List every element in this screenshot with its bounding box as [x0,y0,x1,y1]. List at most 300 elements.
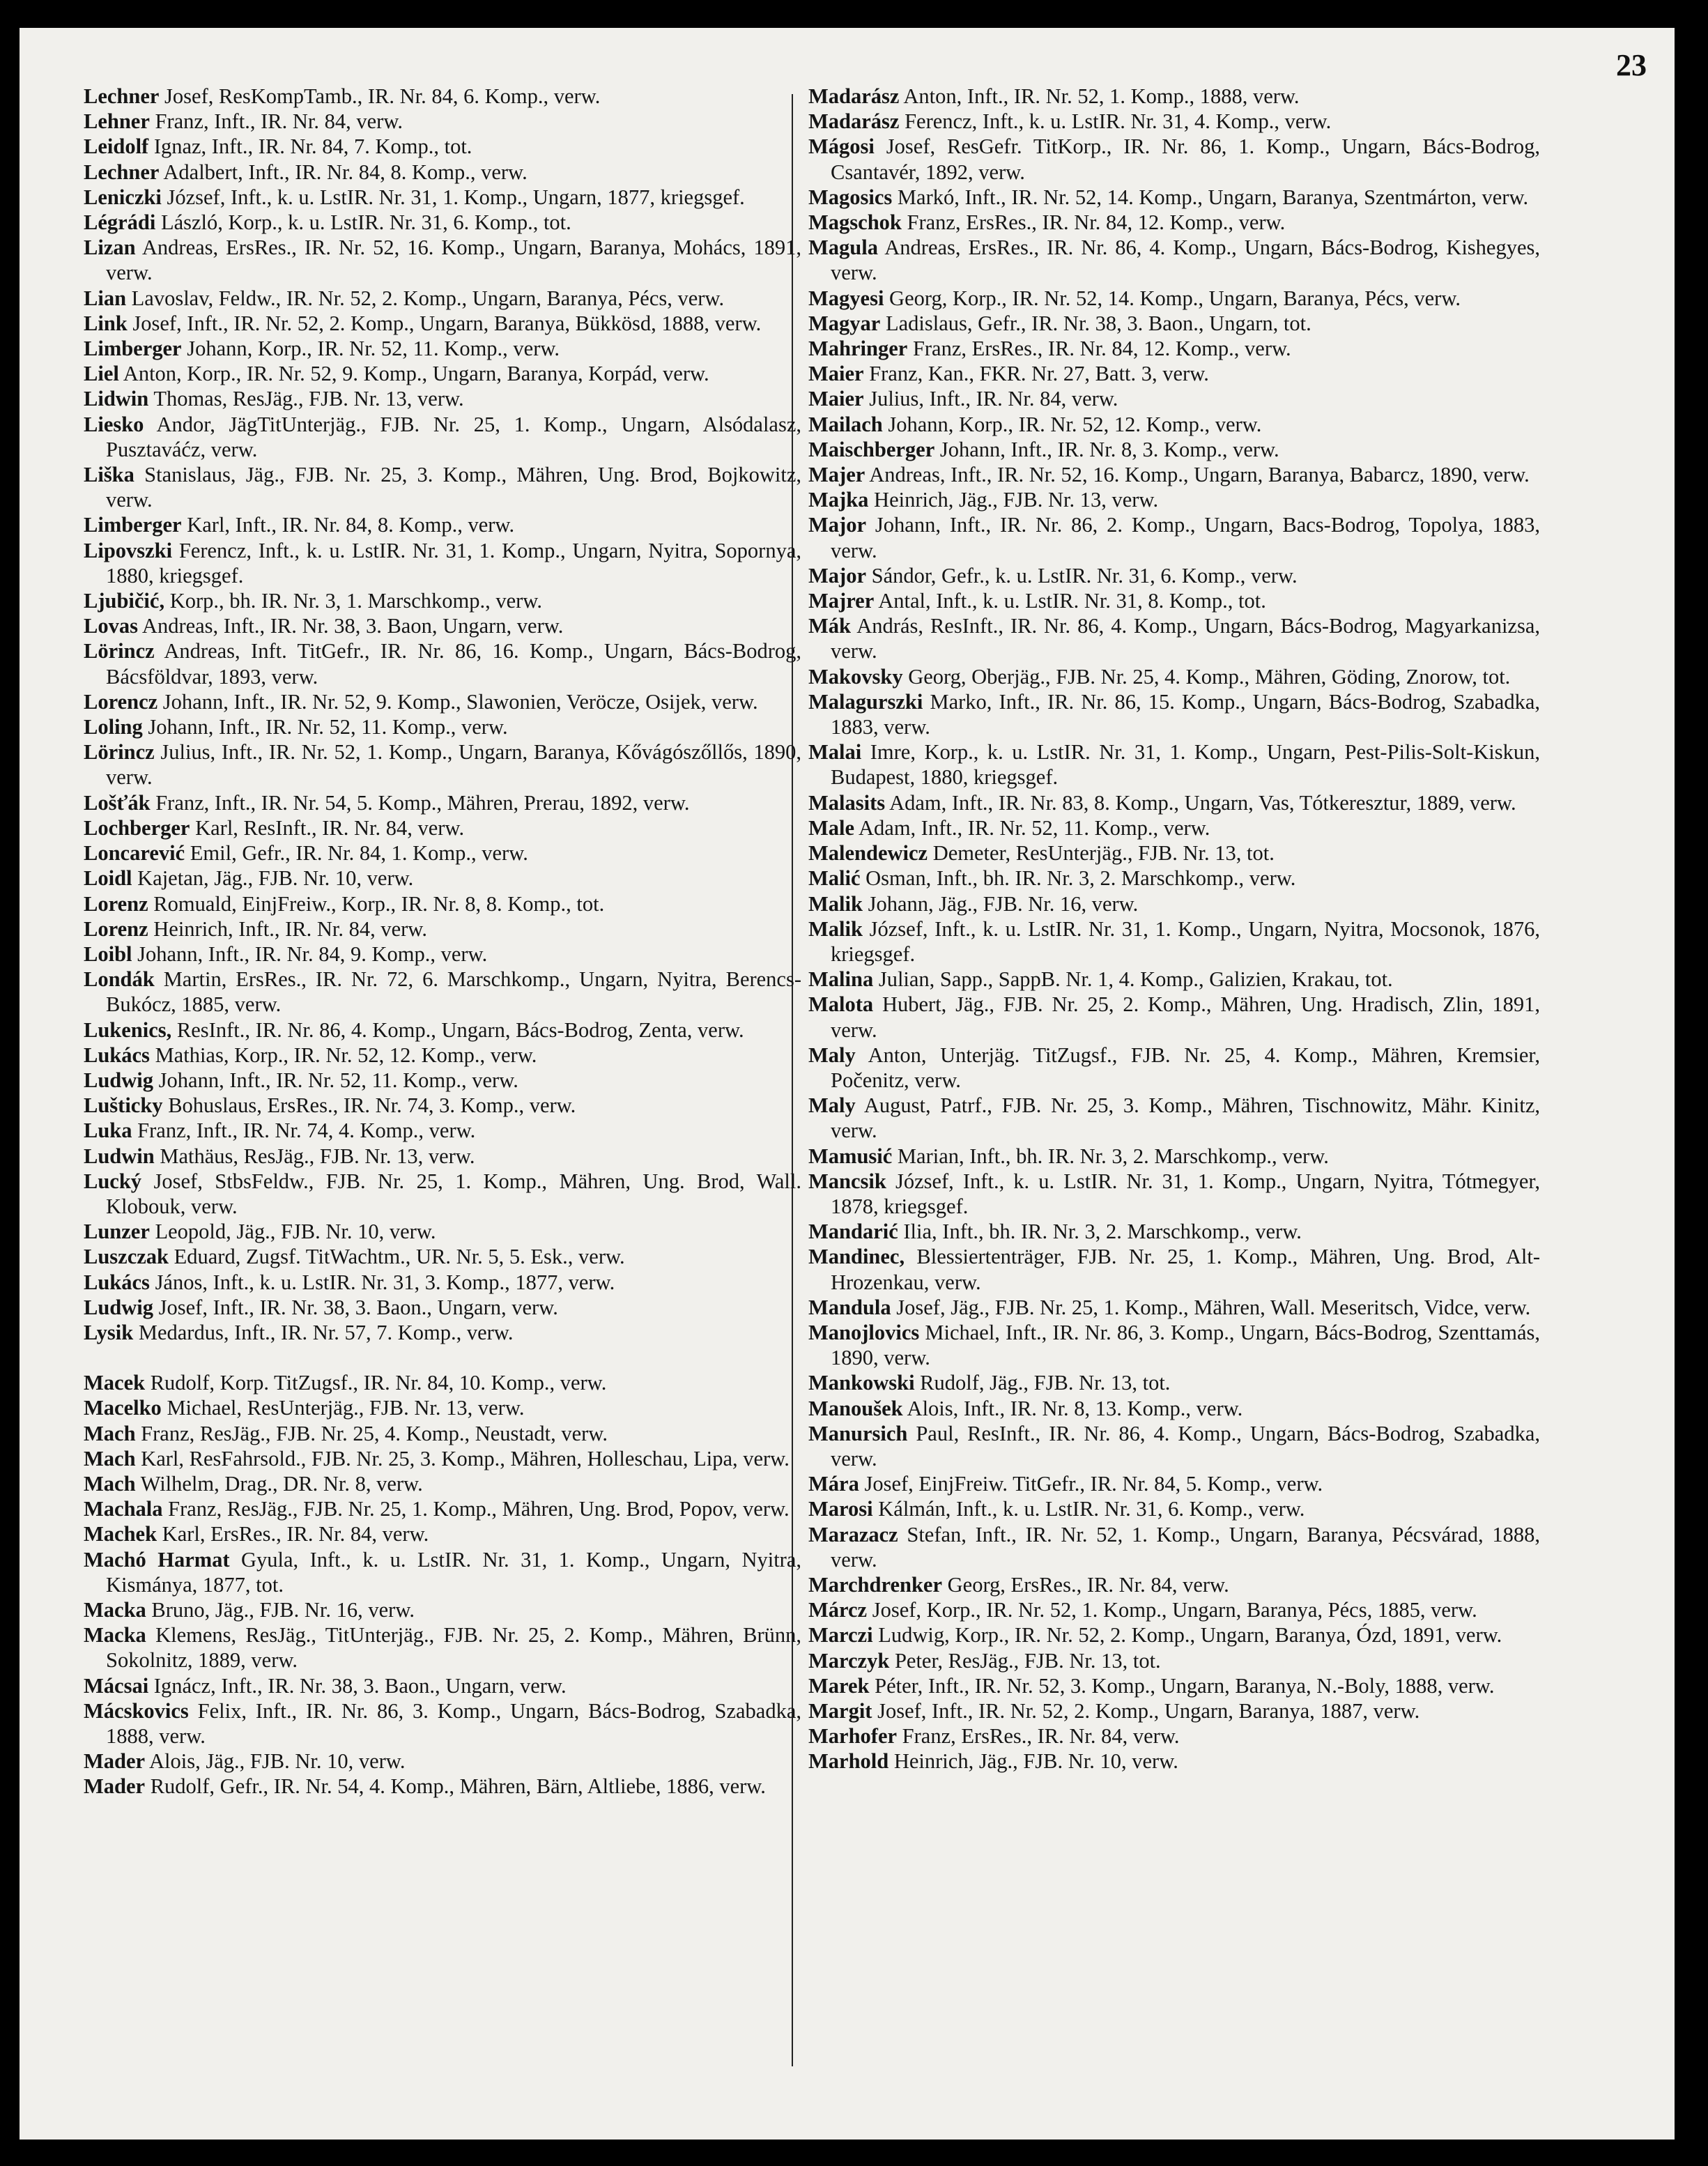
list-item [84,1597,801,1622]
entry-details: Johann, Jäg., FJB. Nr. 16, verw. [868,891,1139,916]
entry-surname: Limberger [84,513,182,537]
entry-surname: Lysik [84,1320,134,1344]
list-item [84,613,801,638]
list-item [808,1522,1540,1572]
entry-surname: Loling [84,715,143,739]
entry-surname: Malagurszki [808,689,923,714]
entry-surname: Marhold [808,1749,889,1774]
entry-surname: Lukács [84,1270,150,1294]
list-item [84,134,801,159]
entry-details: Markó, Inft., IR. Nr. 52, 14. Komp., Ungarn, Baranya, Szentmárton, verw. [897,185,1529,209]
list-item [808,1648,1540,1673]
entry-details: Karl, ErsRes., IR. Nr. 84, verw. [162,1522,429,1546]
entry-details: László, Korp., k. u. LstIR. Nr. 31, 6. Komp., tot. [160,210,571,235]
list-item [808,1093,1540,1143]
entry-surname: Mankowski [808,1371,915,1395]
entry-details: Johann, Inft., IR. Nr. 52, 11. Komp., verw. [158,1068,518,1092]
list-item [808,1370,1540,1395]
list-item [808,286,1540,311]
entry-details: Martin, ErsRes., IR. Nr. 72, 6. Marschkomp., Ungarn, Nyitra, Berencs-Bukócz, 1885, verw. [106,967,802,1017]
list-item [84,967,801,1017]
entry-details: Franz, ErsRes., IR. Nr. 84, 12. Komp., verw. [912,337,1291,361]
entry-surname: Malina [808,967,874,992]
section-gap [84,1345,801,1370]
list-item [84,1622,801,1673]
list-item [84,1521,801,1546]
list-item [808,689,1540,739]
entry-details: Anton, Korp., IR. Nr. 52, 9. Komp., Ungarn, Baranya, Korpád, verw. [123,362,709,386]
entry-surname: Luka [84,1119,132,1143]
entry-details: Johann, Korp., IR. Nr. 52, 11. Komp., verw. [187,337,560,361]
entry-details: Andreas, Inft., IR. Nr. 52, 16. Komp., Ungarn, Baranya, Babarcz, 1890, verw. [869,463,1530,487]
entry-details: Sándor, Gefr., k. u. LstIR. Nr. 31, 6. Komp., verw. [871,563,1298,587]
list-item [84,891,801,916]
entry-details: Blessiertenträger, FJB. Nr. 25, 1. Komp., Mähren, Ung. Brod, Alt-Hrozenkau, verw. [831,1245,1541,1294]
list-item [84,840,801,866]
entry-surname: Mach [84,1471,136,1496]
entry-surname: Limberger [84,337,182,361]
list-item [84,1295,801,1320]
entry-details: Franz, Inft., IR. Nr. 54, 5. Komp., Mähren, Prerau, 1892, verw. [155,790,690,815]
list-item [808,109,1540,134]
list-item [84,916,801,942]
entry-details: Josef, Korp., IR. Nr. 52, 1. Komp., Ungarn, Baranya, Pécs, 1885, verw. [872,1598,1477,1622]
entry-details: August, Patrf., FJB. Nr. 25, 3. Komp., Mähren, Tischnowitz, Mähr. Kinitz, verw. [831,1093,1540,1143]
entry-details: József, Inft., k. u. LstIR. Nr. 31, 1. Komp., Ungarn, Nyitra, Mocsonok, 1876, kriegsgef. [831,916,1541,966]
list-item [808,210,1540,235]
entry-details: Josef, Inft., IR. Nr. 52, 2. Komp., Ungarn, Baranya, 1887, verw. [877,1699,1420,1723]
entry-details: Hubert, Jäg., FJB. Nr. 25, 2. Komp., Mähren, Ung. Hradisch, Zlin, 1891, verw. [831,992,1540,1042]
entry-details: Michael, ResUnterjäg., FJB. Nr. 13, verw. [167,1396,525,1420]
list-item [84,1673,801,1698]
entry-surname: Malendewicz [808,841,928,866]
list-item [808,512,1540,562]
entry-surname: Lušticky [84,1093,163,1118]
entry-details: József, Inft., k. u. LstIR. Nr. 31, 1. Komp., Ungarn, 1877, kriegsgef. [167,185,745,209]
entry-surname: Madarász [808,84,900,108]
entry-details: Josef, StbsFeldw., FJB. Nr. 25, 1. Komp., Mähren, Ung. Brod, Wall. Klobouk, verw. [106,1169,801,1218]
list-item [84,588,801,613]
entry-surname: Lucký [84,1169,142,1193]
list-item [808,891,1540,916]
list-item [808,664,1540,689]
entry-surname: Magula [808,236,878,260]
entry-surname: Mácsai [84,1673,149,1698]
list-item [808,336,1540,361]
entry-details: Rudolf, Jäg., FJB. Nr. 13, tot. [920,1371,1171,1395]
list-item [808,967,1540,992]
list-item [84,866,801,891]
entry-details: Georg, ErsRes., IR. Nr. 84, verw. [947,1572,1229,1597]
entry-details: Franz, ResJäg., FJB. Nr. 25, 1. Komp., Mähren, Ung. Brod, Popov, verw. [168,1497,790,1521]
entry-surname: Londák [84,967,155,992]
entry-details: Adam, Inft., IR. Nr. 52, 11. Komp., verw. [859,815,1210,840]
entry-details: Georg, Korp., IR. Nr. 52, 14. Komp., Ungarn, Baranya, Pécs, verw. [889,286,1461,310]
entry-surname: Leidolf [84,135,149,159]
entry-details: Kajetan, Jäg., FJB. Nr. 10, verw. [137,866,414,891]
list-item [84,1043,801,1068]
list-item [84,512,801,537]
list-item [808,1698,1540,1723]
list-item [84,942,801,967]
entry-surname: Mader [84,1774,146,1799]
list-item [84,286,801,311]
entry-details: Andreas, ErsRes., IR. Nr. 52, 16. Komp., Ungarn, Baranya, Mohács, 1891, verw. [106,236,801,285]
list-item [808,134,1540,184]
entry-surname: Link [84,311,128,335]
list-item [808,815,1540,840]
entry-surname: Lipovszki [84,538,173,562]
entry-details: Ferencz, Inft., k. u. LstIR. Nr. 31, 4. Komp., verw. [905,109,1332,134]
list-item [808,588,1540,613]
entry-details: Romuald, EinjFreiw., Korp., IR. Nr. 8, 8. Komp., tot. [153,891,605,916]
entry-surname: Lochberger [84,815,190,840]
list-item [808,1144,1540,1169]
entry-details: Andreas, ErsRes., IR. Nr. 86, 4. Komp., Ungarn, Bács-Bodrog, Kishegyes, verw. [831,236,1540,285]
entry-details: András, ResInft., IR. Nr. 86, 4. Komp., Ungarn, Bács-Bodrog, Magyarkanizsa, verw. [831,614,1540,663]
list-item [84,739,801,790]
entry-details: Korp., bh. IR. Nr. 3, 1. Marschkomp., verw. [169,589,542,613]
list-item [808,1244,1540,1294]
entry-surname: Lošťák [84,790,151,815]
entry-surname: Luszczak [84,1245,169,1269]
right-entries [808,84,1540,1774]
entry-details: Josef, ResGefr. TitKorp., IR. Nr. 86, 1. Komp., Ungarn, Bács-Bodrog, Csantavér, 1892, verw. [831,135,1541,184]
entry-surname: Marek [808,1673,870,1698]
entry-surname: Lehner [84,109,150,134]
entry-surname: Macka [84,1597,146,1622]
entry-details: Kálmán, Inft., k. u. LstIR. Nr. 31, 6. Komp., verw. [878,1497,1305,1521]
left-entries-l [84,84,801,1345]
list-item [84,1471,801,1496]
entry-details: Leopold, Jäg., FJB. Nr. 10, verw. [155,1220,436,1244]
entry-surname: Malić [808,866,861,891]
entry-surname: Lunzer [84,1220,150,1244]
entry-details: Imre, Korp., k. u. LstIR. Nr. 31, 1. Komp., Ungarn, Pest-Pilis-Solt-Kiskun, Budapest, 1880, kriegsgef. [831,740,1540,790]
entry-details: Heinrich, Jäg., FJB. Nr. 13, verw. [874,488,1159,512]
entry-surname: Machek [84,1522,157,1546]
entry-surname: Mandarić [808,1220,898,1244]
list-item [84,1270,801,1295]
entry-surname: Malai [808,740,862,765]
entry-surname: Malik [808,916,863,941]
entry-details: Johann, Inft., IR. Nr. 84, 9. Komp., verw. [137,942,488,966]
entry-details: Adam, Inft., IR. Nr. 83, 8. Komp., Ungarn, Vas, Tótkeresztur, 1889, verw. [889,790,1516,815]
list-item [84,1244,801,1269]
entry-surname: Leniczki [84,185,162,209]
list-item [84,1446,801,1471]
list-item [84,386,801,411]
entry-details: Peter, ResJäg., FJB. Nr. 13, tot. [894,1648,1161,1673]
list-item [84,1395,801,1420]
entry-details: Johann, Inft., IR. Nr. 52, 11. Komp., verw. [148,715,508,739]
list-item [808,840,1540,866]
entry-details: Heinrich, Jäg., FJB. Nr. 10, verw. [893,1749,1178,1774]
entry-details: Rudolf, Gefr., IR. Nr. 54, 4. Komp., Mähren, Bärn, Altliebe, 1886, verw. [150,1774,766,1799]
entry-details: Mathias, Korp., IR. Nr. 52, 12. Komp., verw. [155,1043,537,1067]
entry-details: Mathäus, ResJäg., FJB. Nr. 13, verw. [160,1144,475,1168]
list-item [84,336,801,361]
entry-surname: Manoušek [808,1396,903,1420]
list-item [808,739,1540,790]
list-item [808,1320,1540,1370]
list-item [808,1622,1540,1647]
entry-details: Marian, Inft., bh. IR. Nr. 3, 2. Marschkomp., verw. [897,1144,1329,1168]
entry-surname: Marazacz [808,1522,898,1546]
list-item [808,1749,1540,1774]
entry-details: Karl, ResInft., IR. Nr. 84, verw. [195,815,465,840]
entry-surname: Malik [808,891,863,916]
entry-details: ResInft., IR. Nr. 86, 4. Komp., Ungarn, Bács-Bodrog, Zenta, verw. [176,1017,744,1042]
entry-surname: Marhofer [808,1724,898,1749]
entry-details: Lavoslav, Feldw., IR. Nr. 52, 2. Komp., Ungarn, Baranya, Pécs, verw. [131,286,725,310]
entry-surname: Macek [84,1371,146,1395]
entry-surname: Mandula [808,1295,891,1319]
entry-surname: Mailach [808,412,883,436]
entry-details: Stefan, Inft., IR. Nr. 52, 1. Komp., Ungarn, Baranya, Pécsvárad, 1888, verw. [831,1522,1540,1572]
list-item [808,563,1540,588]
list-item [808,1421,1540,1471]
entry-details: Demeter, ResUnterjäg., FJB. Nr. 13, tot. [932,841,1275,866]
entry-surname: Lechner [84,84,160,108]
list-item [84,1017,801,1043]
entry-surname: Lizan [84,236,136,260]
entry-surname: Magschok [808,210,902,235]
entry-surname: Madarász [808,109,900,134]
entry-details: Franz, ErsRes., IR. Nr. 84, 12. Komp., verw. [907,210,1286,235]
entry-surname: Manursich [808,1421,908,1445]
left-entries-m [84,1370,801,1799]
entry-surname: Magosics [808,185,893,209]
entry-details: Rudolf, Korp. TitZugsf., IR. Nr. 84, 10. Komp., verw. [150,1371,607,1395]
entry-details: Emil, Gefr., IR. Nr. 84, 1. Komp., verw. [190,841,528,866]
list-item [84,1219,801,1244]
entry-surname: Major [808,513,866,537]
entry-details: Johann, Inft., IR. Nr. 86, 2. Komp., Ungarn, Bacs-Bodrog, Topolya, 1883, verw. [831,513,1540,562]
entry-details: Anton, Unterjäg. TitZugsf., FJB. Nr. 25, 4. Komp., Mähren, Kremsier, Počenitz, verw. [831,1043,1540,1092]
entry-surname: Loncarević [84,841,185,866]
entry-surname: Mandinec, [808,1245,905,1269]
entry-details: Josef, Inft., IR. Nr. 38, 3. Baon., Ungarn, verw. [158,1295,558,1319]
list-item [84,714,801,739]
entry-details: Franz, Inft., IR. Nr. 84, verw. [155,109,403,134]
entry-surname: Majka [808,488,869,512]
entry-surname: Maier [808,362,864,386]
entry-details: Franz, Kan., FKR. Nr. 27, Batt. 3, verw. [869,362,1209,386]
list-item [84,1698,801,1749]
list-item [808,613,1540,663]
list-item [808,1471,1540,1496]
entry-surname: Légrádi [84,210,156,235]
entry-surname: Lovas [84,614,138,638]
entry-surname: Ludwig [84,1295,154,1319]
entry-surname: Macelko [84,1396,162,1420]
entry-details: Georg, Oberjäg., FJB. Nr. 25, 4. Komp., Mähren, Göding, Znorow, tot. [908,664,1511,689]
entry-surname: Major [808,563,866,587]
list-item [84,1320,801,1345]
entry-details: Julius, Inft., IR. Nr. 84, verw. [869,387,1118,411]
list-item [84,790,801,815]
entry-details: Ludwig, Korp., IR. Nr. 52, 2. Komp., Ungarn, Baranya, Ózd, 1891, verw. [878,1623,1502,1647]
entry-details: Johann, Inft., IR. Nr. 52, 9. Komp., Slawonien, Veröcze, Osijek, verw. [162,689,758,714]
entry-surname: Lorenz [84,916,148,941]
entry-details: Karl, Inft., IR. Nr. 84, 8. Komp., verw. [187,513,515,537]
list-item [808,235,1540,285]
entry-details: Karl, ResFahrsold., FJB. Nr. 25, 3. Komp., Mähren, Holleschau, Lipa, verw. [141,1446,790,1470]
list-item [84,462,801,512]
list-item [84,185,801,210]
left-column [84,84,801,1799]
entry-details: Péter, Inft., IR. Nr. 52, 3. Komp., Ungarn, Baranya, N.-Boly, 1888, verw. [875,1673,1495,1698]
list-item [808,412,1540,437]
entry-details: Franz, ErsRes., IR. Nr. 84, verw. [902,1724,1180,1749]
entry-details: Heinrich, Inft., IR. Nr. 84, verw. [153,916,427,941]
entry-details: Franz, Inft., IR. Nr. 74, 4. Komp., verw. [137,1119,476,1143]
list-item [84,160,801,185]
entry-surname: Lukenics, [84,1017,172,1042]
list-item [808,361,1540,386]
entry-details: József, Inft., k. u. LstIR. Nr. 31, 1. Komp., Ungarn, Nyitra, Tótmegyer, 1878, kriegsgef. [831,1169,1540,1218]
entry-details: Josef, EinjFreiw. TitGefr., IR. Nr. 84, 5. Komp., verw. [864,1472,1323,1496]
list-item [84,1496,801,1521]
entry-surname: Márcz [808,1598,868,1622]
entry-details: Ilia, Inft., bh. IR. Nr. 3, 2. Marschkomp., verw. [903,1220,1302,1244]
entry-details: Anton, Inft., IR. Nr. 52, 1. Komp., 1888, verw. [903,84,1300,108]
document-page [20,28,1675,2140]
entry-details: Johann, Korp., IR. Nr. 52, 12. Komp., verw. [888,412,1262,436]
scan-edge [1688,0,1708,2166]
entry-details: Josef, Jäg., FJB. Nr. 25, 1. Komp., Mähren, Wall. Meseritsch, Vidce, verw. [896,1295,1531,1319]
entry-surname: Mágosi [808,135,875,159]
entry-surname: Maly [808,1093,856,1118]
entry-surname: Maier [808,387,864,411]
entry-details: Bruno, Jäg., FJB. Nr. 16, verw. [151,1597,415,1622]
entry-surname: Marchdrenker [808,1572,943,1597]
entry-surname: Lorencz [84,689,158,714]
list-item [84,109,801,134]
entry-details: Marko, Inft., IR. Nr. 86, 15. Komp., Ungarn, Bács-Bodrog, Szabadka, 1883, verw. [831,689,1540,739]
entry-surname: Machala [84,1497,163,1521]
entry-surname: Majrer [808,589,875,613]
list-item [808,1723,1540,1749]
entry-details: Andreas, Inft., IR. Nr. 38, 3. Baon, Ungarn, verw. [141,614,564,638]
entry-details: Ignácz, Inft., IR. Nr. 38, 3. Baon., Ungarn, verw. [153,1673,567,1698]
list-item [808,1673,1540,1698]
entry-surname: Lechner [84,160,160,184]
entry-details: Paul, ResInft., IR. Nr. 86, 4. Komp., Ungarn, Bács-Bodrog, Szabadka, verw. [831,1421,1541,1470]
list-item [808,311,1540,336]
list-item [84,1370,801,1395]
entry-surname: Lidwin [84,387,149,411]
list-item [84,689,801,714]
list-item [84,235,801,285]
entry-surname: Marczi [808,1623,873,1647]
entry-details: Josef, ResKompTamb., IR. Nr. 84, 6. Komp., verw. [164,84,601,108]
entry-surname: Ludwin [84,1144,155,1168]
list-item [84,361,801,386]
list-item [808,185,1540,210]
entry-surname: Marosi [808,1497,873,1521]
entry-surname: Mácskovics [84,1698,189,1723]
entry-surname: Ludwig [84,1068,154,1092]
entry-details: Julius, Inft., IR. Nr. 52, 1. Komp., Ungarn, Baranya, Kővágószőllős, 1890, verw. [106,740,802,790]
entry-surname: Majer [808,463,865,487]
entry-surname: Macka [84,1623,146,1647]
entry-surname: Marczyk [808,1648,890,1673]
list-item [808,487,1540,512]
list-item [808,1219,1540,1244]
right-column [808,84,1540,1774]
list-item [808,84,1540,109]
entry-details: Antal, Inft., k. u. LstIR. Nr. 31, 8. Komp., tot. [878,589,1266,613]
entry-details: Osman, Inft., bh. IR. Nr. 3, 2. Marschkomp., verw. [865,866,1296,891]
list-item [808,437,1540,462]
entry-details: Josef, Inft., IR. Nr. 52, 2. Komp., Ungarn, Baranya, Bükkösd, 1888, verw. [132,311,762,335]
entry-surname: Machó Harmat [84,1547,230,1572]
entry-surname: Margit [808,1699,872,1723]
list-item [84,1774,801,1799]
list-item [808,462,1540,487]
list-item [84,538,801,588]
page-number: 23 [1616,48,1647,82]
entry-surname: Lörincz [84,639,155,663]
entry-surname: Malota [808,992,874,1017]
entry-surname: Ljubičić, [84,589,165,613]
entry-details: Eduard, Zugsf. TitWachtm., UR. Nr. 5, 5. Esk., verw. [174,1245,625,1269]
list-item [808,790,1540,815]
entry-surname: Mancsik [808,1169,886,1193]
entry-surname: Loibl [84,942,132,966]
list-item [84,1169,801,1219]
entry-details: Klemens, ResJäg., TitUnterjäg., FJB. Nr. 25, 2. Komp., Mähren, Brünn, Sokolnitz, 1889, verw. [106,1623,801,1673]
entry-details: Bohuslaus, ErsRes., IR. Nr. 74, 3. Komp., verw. [168,1093,576,1118]
entry-surname: Mamusić [808,1144,893,1168]
list-item [84,1547,801,1597]
list-item [84,1093,801,1118]
entry-details: Thomas, ResJäg., FJB. Nr. 13, verw. [153,387,464,411]
entry-details: Andor, JägTitUnterjäg., FJB. Nr. 25, 1. Komp., Ungarn, Alsódalasz, Pusztaváćz, verw. [106,412,801,461]
entry-details: Franz, ResJäg., FJB. Nr. 25, 4. Komp., Neustadt, verw. [141,1421,608,1445]
list-item [808,1597,1540,1622]
list-item [808,386,1540,411]
list-item [84,1144,801,1169]
entry-surname: Mára [808,1472,859,1496]
entry-surname: Liesko [84,412,144,436]
entry-surname: Magyesi [808,286,884,310]
entry-details: Medardus, Inft., IR. Nr. 57, 7. Komp., verw. [138,1320,514,1344]
list-item [808,1043,1540,1093]
entry-surname: Mach [84,1421,136,1445]
list-item [84,638,801,689]
list-item [808,1169,1540,1219]
list-item [808,1572,1540,1597]
entry-surname: Lörincz [84,740,155,765]
entry-surname: Malasits [808,790,886,815]
list-item [84,210,801,235]
entry-surname: Mahringer [808,337,908,361]
entry-details: Felix, Inft., IR. Nr. 86, 3. Komp., Ungarn, Bács-Bodrog, Szabadka, 1888, verw. [106,1698,802,1748]
entry-surname: Loidl [84,866,132,891]
entry-details: Alois, Inft., IR. Nr. 8, 13. Komp., verw. [907,1396,1243,1420]
list-item [808,1295,1540,1320]
entry-surname: Maly [808,1043,856,1067]
entry-surname: Mák [808,614,851,638]
list-item [808,866,1540,891]
list-item [84,1749,801,1774]
entry-surname: Liel [84,362,119,386]
entry-surname: Makovsky [808,664,903,689]
entry-surname: Mader [84,1749,146,1774]
